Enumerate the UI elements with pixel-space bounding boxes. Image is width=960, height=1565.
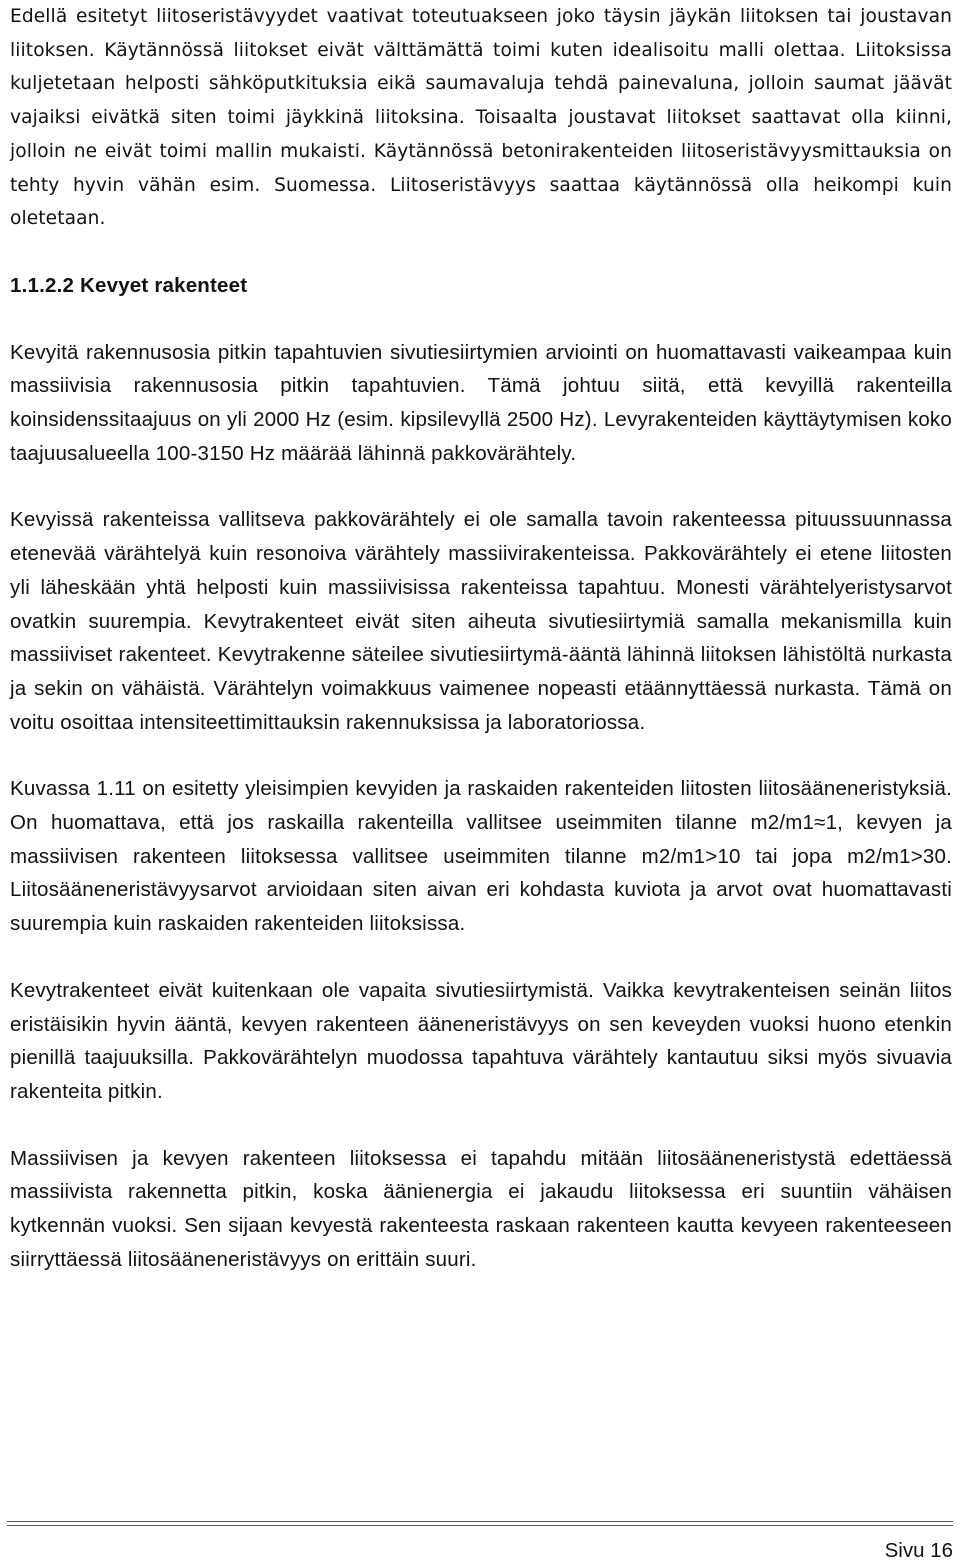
spacer xyxy=(10,303,952,336)
paragraph-3: Kevyissä rakenteissa vallitseva pakkovärähtely ei ole samalla tavoin rakenteessa pituussuunnassa etenevää värähtelyä kuin resonoiva värähtely massiivirakenteissa. Pakkovärähtely ei etene liitosten yli läheskään yhtä helposti kuin massiivisissa rakenteissa tapahtuu. Monesti värähtelyeristysarvot ovatkin suurempia. Kevytrakenteet eivät siten aiheuta sivutiesiirtymiä samalla mekanismilla kuin massiiviset rakenteet. Kevytrakenne säteilee sivutiesiirtymä-ääntä lähinnä liitoksen lähistöltä nurkasta ja sekin on vähäistä. Värähtelyn voimakkuus vaimenee nopeasti etäännyttäessä nurkasta. Tämä on voitu osoittaa intensiteettimittauksin rakennuksissa ja laboratoriossa. xyxy=(10,508,952,734)
document-body xyxy=(10,0,952,1277)
spacer xyxy=(10,739,952,772)
page-number: Sivu 16 xyxy=(884,1539,953,1562)
paragraph-6: Massiivisen ja kevyen rakenteen liitoksessa ei tapahdu mitään liitosääneneristystä edettäessä massiivista rakennetta pitkin, koska äänienergia ei jakaudu liitoksessa eri suuntiin vähäisen kytkennän vuoksi. Sen sijaan kevyestä rakenteesta raskaan rakenteen kautta kevyeen rakenteeseen siirryttäessä liitosääneneristävyys on erittäin suuri. xyxy=(10,1146,952,1271)
section-heading: 1.1.2.2 Kevyet rakenteet xyxy=(10,273,248,297)
spacer xyxy=(10,941,952,974)
spacer xyxy=(10,470,952,503)
paragraph-1: Edellä esitetyt liitoseristävyydet vaativat toteutuakseen joko täysin jäykän liitoksen tai joustavan liitoksen. Käytännössä liitokset eivät välttämättä toimi kuten idealisoitu malli olettaa. Liitoksissa kuljetetaan helposti sähköputkituksia eikä saumavaluja tehdä painevaluna, jolloin saumat jäävät vajaiksi eivätkä siten toimi jäykkinä liitoksina. Toisaalta joustavat liitokset saattavat olla kiinni, jolloin ne eivät toimi mallin mukaisti. Käytännössä betonirakenteiden liitoseristävyysmittauksia on tehty hyvin vähän esim. Suomessa. Liitoseristävyys saattaa käytännössä olla heikompi kuin oletetaan. xyxy=(10,6,952,230)
spacer xyxy=(10,1109,952,1142)
spacer xyxy=(10,236,952,269)
paragraph-5: Kevytrakenteet eivät kuitenkaan ole vapaita sivutiesiirtymistä. Vaikka kevytrakenteisen seinän liitos eristäisikin hyvin ääntä, kevyen rakenteen ääneneristävyys on sen keveyden vuoksi huono etenkin pienillä taajuuksilla. Pakkovärähtelyn muodossa tapahtuva värähtely kantautuu siksi myös sivuavia rakenteita pitkin. xyxy=(10,978,952,1103)
footer-divider xyxy=(7,1521,953,1526)
paragraph-4: Kuvassa 1.11 on esitetty yleisimpien kevyiden ja raskaiden rakenteiden liitosten liitosääneneristyksiä. On huomattava, että jos raskailla rakenteilla vallitsee useimmiten tilanne m2/m1≈1, kevyen ja massiivisen rakenteen liitoksessa vallitsee useimmiten tilanne m2/m1>10 tai jopa m2/m1>30. Liitosääneneristävyysarvot arvioidaan siten aivan eri kohdasta kuviota ja arvot ovat huomattavasti suurempia kuin raskaiden rakenteiden liitoksissa. xyxy=(10,777,952,936)
paragraph-2: Kevyitä rakennusosia pitkin tapahtuvien sivutiesiirtymien arviointi on huomattavasti vaikeampaa kuin massiivisia rakennusosia pitkin tapahtuvien. Tämä johtuu siitä, että kevyillä rakenteilla koinsidenssitaajuus on yli 2000 Hz (esim. kipsilevyllä 2500 Hz). Levyrakenteiden käyttäytymisen koko taajuusalueella 100-3150 Hz määrää lähinnä pakkovärähtely. xyxy=(10,340,952,465)
